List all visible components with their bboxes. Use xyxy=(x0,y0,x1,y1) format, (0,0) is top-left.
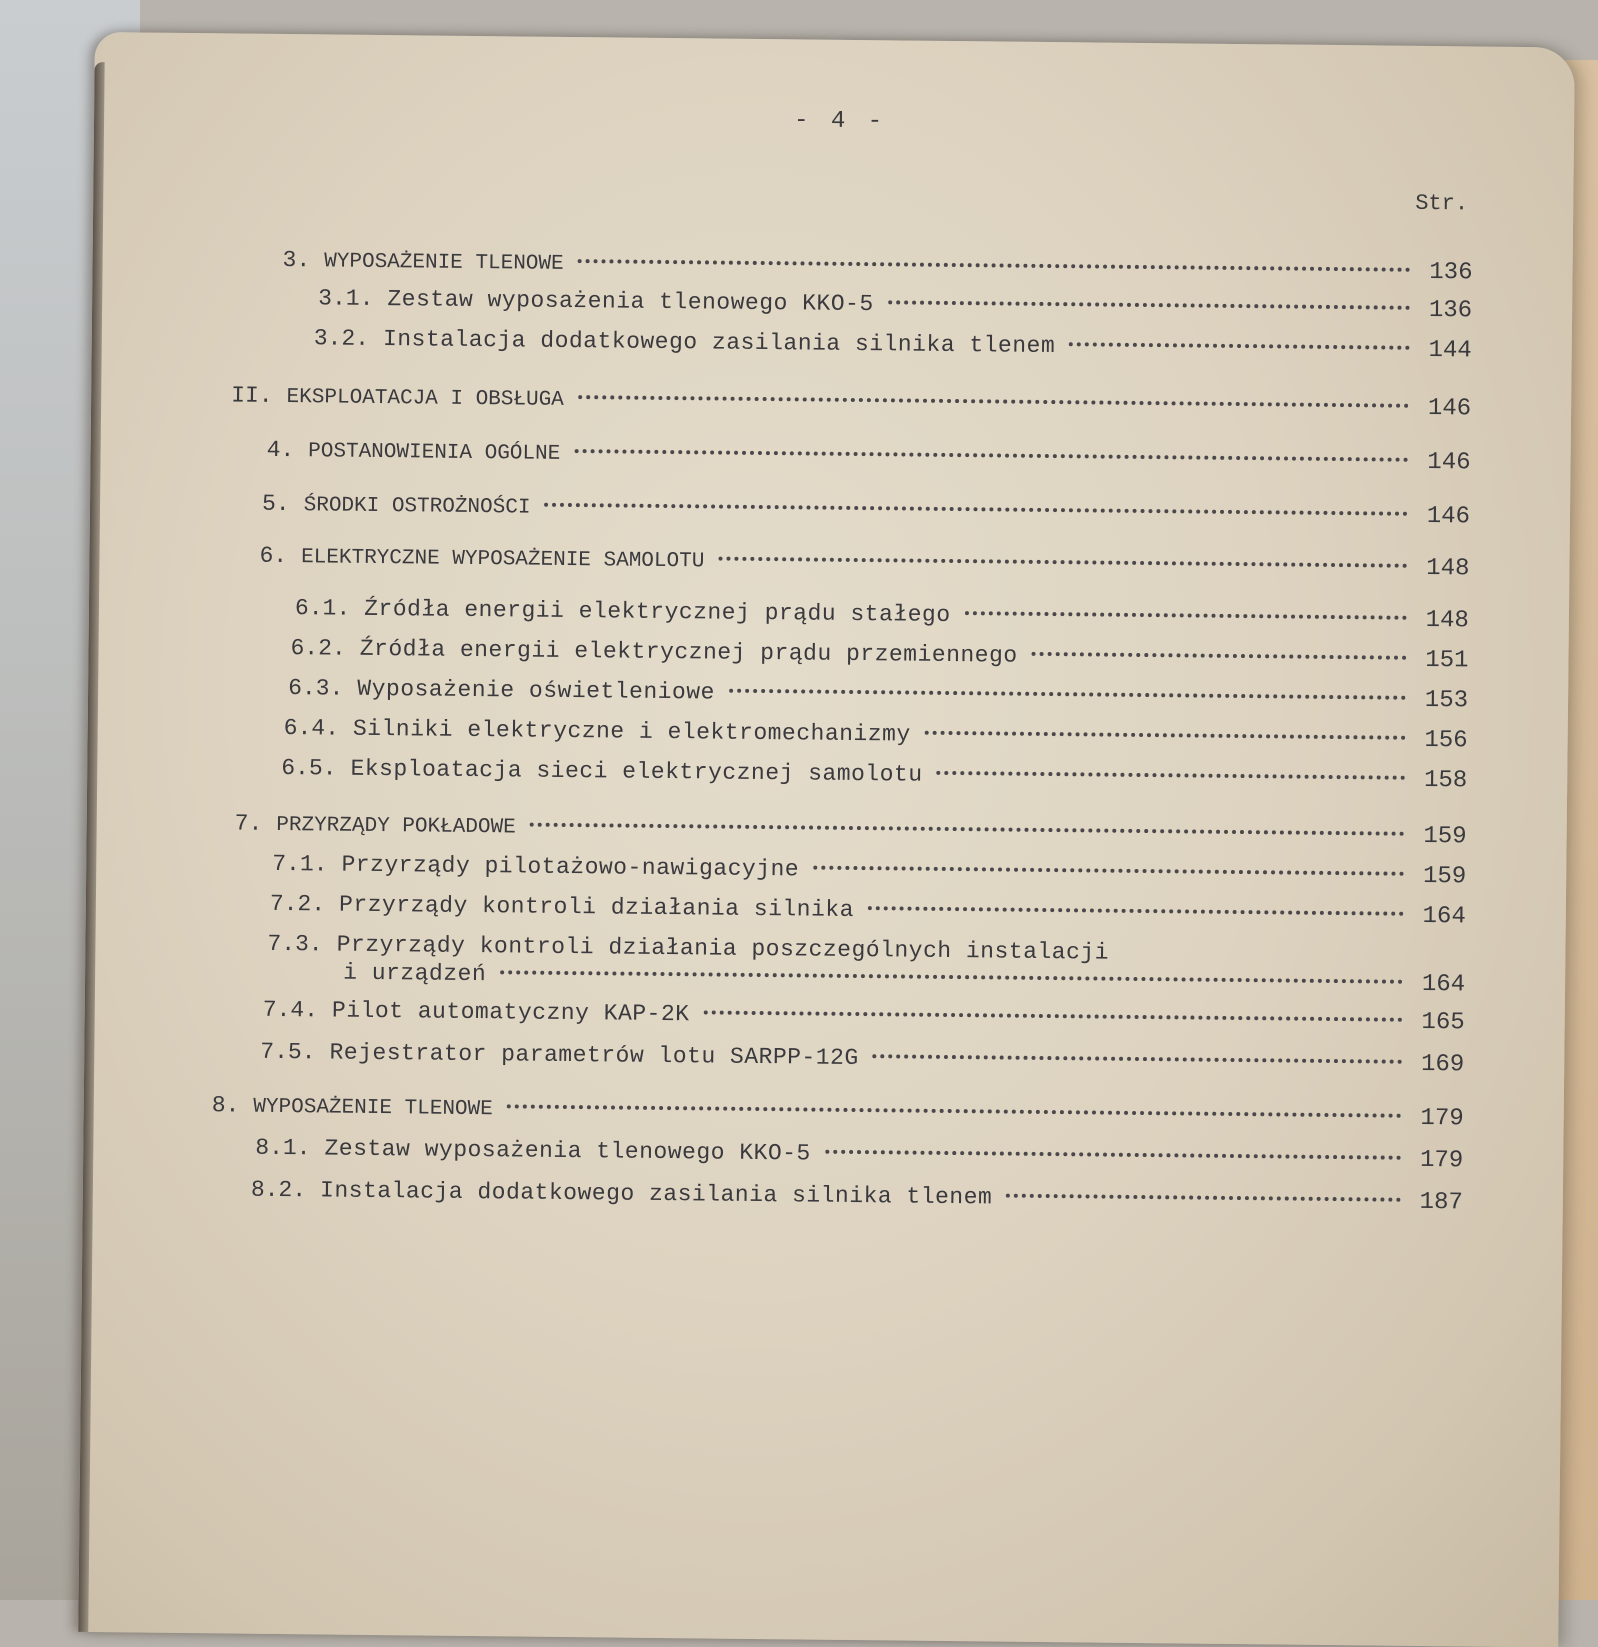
toc-entry-title: Silniki elektryczne i elektromechanizmy xyxy=(352,715,911,748)
toc-dot-leader xyxy=(507,1104,1402,1117)
toc-entry-title: Rejestrator parametrów lotu SARPP-12G xyxy=(329,1039,859,1072)
table-of-contents xyxy=(78,32,1575,1647)
toc-dot-leader xyxy=(1069,342,1410,350)
toc-entry-page: 179 xyxy=(1420,1104,1464,1133)
toc-entry-number: II. xyxy=(231,382,273,409)
toc-entry xyxy=(255,1134,1463,1176)
toc-entry xyxy=(318,284,1472,325)
toc-entry xyxy=(231,381,1471,424)
toc-dot-leader xyxy=(530,823,1405,836)
toc-entry-number: 3.2. xyxy=(313,325,370,352)
toc-entry-title: Przyrządy kontroli działania poszczególnych instalacji xyxy=(336,931,1110,966)
toc-dot-leader xyxy=(729,689,1406,700)
toc-dot-leader xyxy=(825,1150,1402,1160)
toc-dot-leader xyxy=(888,300,1411,309)
toc-entry xyxy=(284,714,1468,755)
toc-entry-page: 187 xyxy=(1419,1188,1463,1217)
toc-entry-title: Instalacja dodatkowego zasilania silnika tlenem xyxy=(382,326,1056,360)
toc-entry-page: 146 xyxy=(1426,502,1471,531)
toc-entry xyxy=(235,810,1467,853)
page-number: - 4 - xyxy=(793,107,887,136)
toc-entry xyxy=(282,246,1472,288)
toc-entry-number: 7.2. xyxy=(269,890,326,918)
toc-entry-number: 7.1. xyxy=(272,850,328,878)
toc-dot-leader xyxy=(718,557,1407,568)
toc-entry xyxy=(270,890,1466,932)
toc-dot-leader xyxy=(578,395,1409,408)
toc-entry-page: 165 xyxy=(1421,1008,1465,1037)
toc-entry-page: 148 xyxy=(1425,606,1470,635)
toc-entry-number: 6.1. xyxy=(294,595,351,622)
toc-entry-number: 5. xyxy=(261,490,290,518)
toc-dot-leader xyxy=(873,1054,1403,1064)
toc-entry-page: 156 xyxy=(1424,726,1468,755)
toc-entry-number: 4. xyxy=(266,436,295,464)
document-page xyxy=(78,32,1575,1647)
toc-entry-number: 8.2. xyxy=(250,1176,307,1204)
toc-entry-number: 3.1. xyxy=(318,285,374,312)
toc-dot-leader xyxy=(704,1010,1403,1021)
toc-entry xyxy=(272,850,1466,892)
toc-dot-leader xyxy=(578,259,1411,272)
toc-entry-title: Pilot automatyczny KAP-2K xyxy=(331,997,690,1028)
toc-entry-page: 158 xyxy=(1423,766,1468,795)
toc-dot-leader xyxy=(500,970,1403,983)
toc-entry-number: 6.2. xyxy=(290,635,346,662)
toc-entry xyxy=(290,634,1468,675)
toc-dot-leader xyxy=(1006,1194,1401,1202)
toc-entry-page: 144 xyxy=(1428,336,1472,365)
toc-entry xyxy=(212,1091,1464,1134)
toc-entry-title: EKSPLOATACJA I OBSŁUGA xyxy=(286,386,564,412)
toc-dot-leader xyxy=(868,906,1404,916)
toc-entry xyxy=(251,1176,1463,1218)
toc-entry-title-line2: i urządzeń xyxy=(343,959,487,988)
toc-entry-title: POSTANOWIENIA OGÓLNE xyxy=(308,440,561,466)
toc-entry xyxy=(281,754,1467,795)
toc-dot-leader xyxy=(965,611,1407,620)
toc-entry xyxy=(260,1038,1464,1080)
toc-entry-title: ŚRODKI OSTROŻNOŚCI xyxy=(303,494,531,520)
toc-entry-title: Zestaw wyposażenia tlenowego KKO-5 xyxy=(387,286,874,318)
toc-entry-title: WYPOSAŻENIE TLENOWE xyxy=(253,1095,493,1122)
toc-entry xyxy=(266,436,1470,479)
toc-entry-page: 151 xyxy=(1425,646,1469,675)
toc-entry-number: 3. xyxy=(282,246,311,274)
toc-entry-number: 7.4. xyxy=(262,996,319,1024)
toc-dot-leader xyxy=(937,771,1406,780)
toc-entry-continuation xyxy=(343,959,1465,1000)
toc-entry-title: Wyposażenie oświetleniowe xyxy=(357,675,716,706)
toc-dot-leader xyxy=(545,503,1409,516)
toc-entry-number: 8.1. xyxy=(255,1134,311,1162)
toc-entry xyxy=(295,594,1469,635)
toc-entry-title: Eksploatacja sieci elektrycznej samolotu xyxy=(350,755,923,788)
toc-entry-page: 148 xyxy=(1426,554,1470,583)
toc-entry-title: Źródła energii elektrycznej prądu stałego xyxy=(364,595,951,628)
toc-entry-page: 169 xyxy=(1420,1050,1465,1079)
toc-entry xyxy=(288,674,1468,715)
toc-entry-title: Zestaw wyposażenia tlenowego KKO-5 xyxy=(324,1135,811,1167)
toc-dot-leader xyxy=(813,866,1404,876)
toc-entry-title: ELEKTRYCZNE WYPOSAŻENIE SAMOLOTU xyxy=(300,546,705,574)
toc-entry-title: Instalacja dodatkowego zasilania silnika tlenem xyxy=(319,1177,993,1211)
toc-entry-number: 8. xyxy=(211,1092,240,1119)
toc-entry-page: 179 xyxy=(1419,1146,1464,1175)
toc-entry-page: 159 xyxy=(1422,862,1467,891)
toc-entry-page: 136 xyxy=(1429,258,1473,287)
toc-dot-leader xyxy=(925,731,1406,740)
toc-entry-number: 7. xyxy=(234,810,263,837)
toc-entry-number: 6.3. xyxy=(288,675,344,702)
toc-entry-title: Przyrządy pilotażowo-nawigacyjne xyxy=(341,851,800,883)
toc-entry-title: Źródła energii elektrycznej prądu przemiennego xyxy=(359,635,1018,669)
toc-entry-title: WYPOSAŻENIE TLENOWE xyxy=(324,250,564,276)
page-column-label: Str. xyxy=(1415,190,1469,217)
toc-entry-number: 7.5. xyxy=(260,1038,316,1066)
toc-entry-page: 164 xyxy=(1421,970,1466,999)
toc-entry-number: 6.4. xyxy=(283,715,340,742)
toc-entry-title: Przyrządy kontroli działania silnika xyxy=(338,891,855,923)
toc-entry xyxy=(263,996,1465,1038)
toc-dot-leader xyxy=(574,449,1408,462)
toc-dot-leader xyxy=(1032,652,1407,660)
toc-entry-page: 153 xyxy=(1424,686,1469,715)
toc-entry xyxy=(314,324,1472,365)
toc-entry-page: 136 xyxy=(1428,296,1473,325)
toc-entry-page: 146 xyxy=(1427,448,1471,477)
toc-entry-page: 146 xyxy=(1427,394,1472,423)
toc-entry-page: 159 xyxy=(1423,822,1467,851)
toc-entry-title: PRZYRZĄDY POKŁADOWE xyxy=(276,813,516,840)
toc-entry-number: 6. xyxy=(259,542,288,570)
toc-entry xyxy=(262,490,1470,533)
toc-entry-page: 164 xyxy=(1422,902,1466,931)
toc-entry-number: 6.5. xyxy=(281,754,337,782)
toc-entry-number: 7.3. xyxy=(267,930,323,958)
toc-entry xyxy=(259,542,1469,585)
